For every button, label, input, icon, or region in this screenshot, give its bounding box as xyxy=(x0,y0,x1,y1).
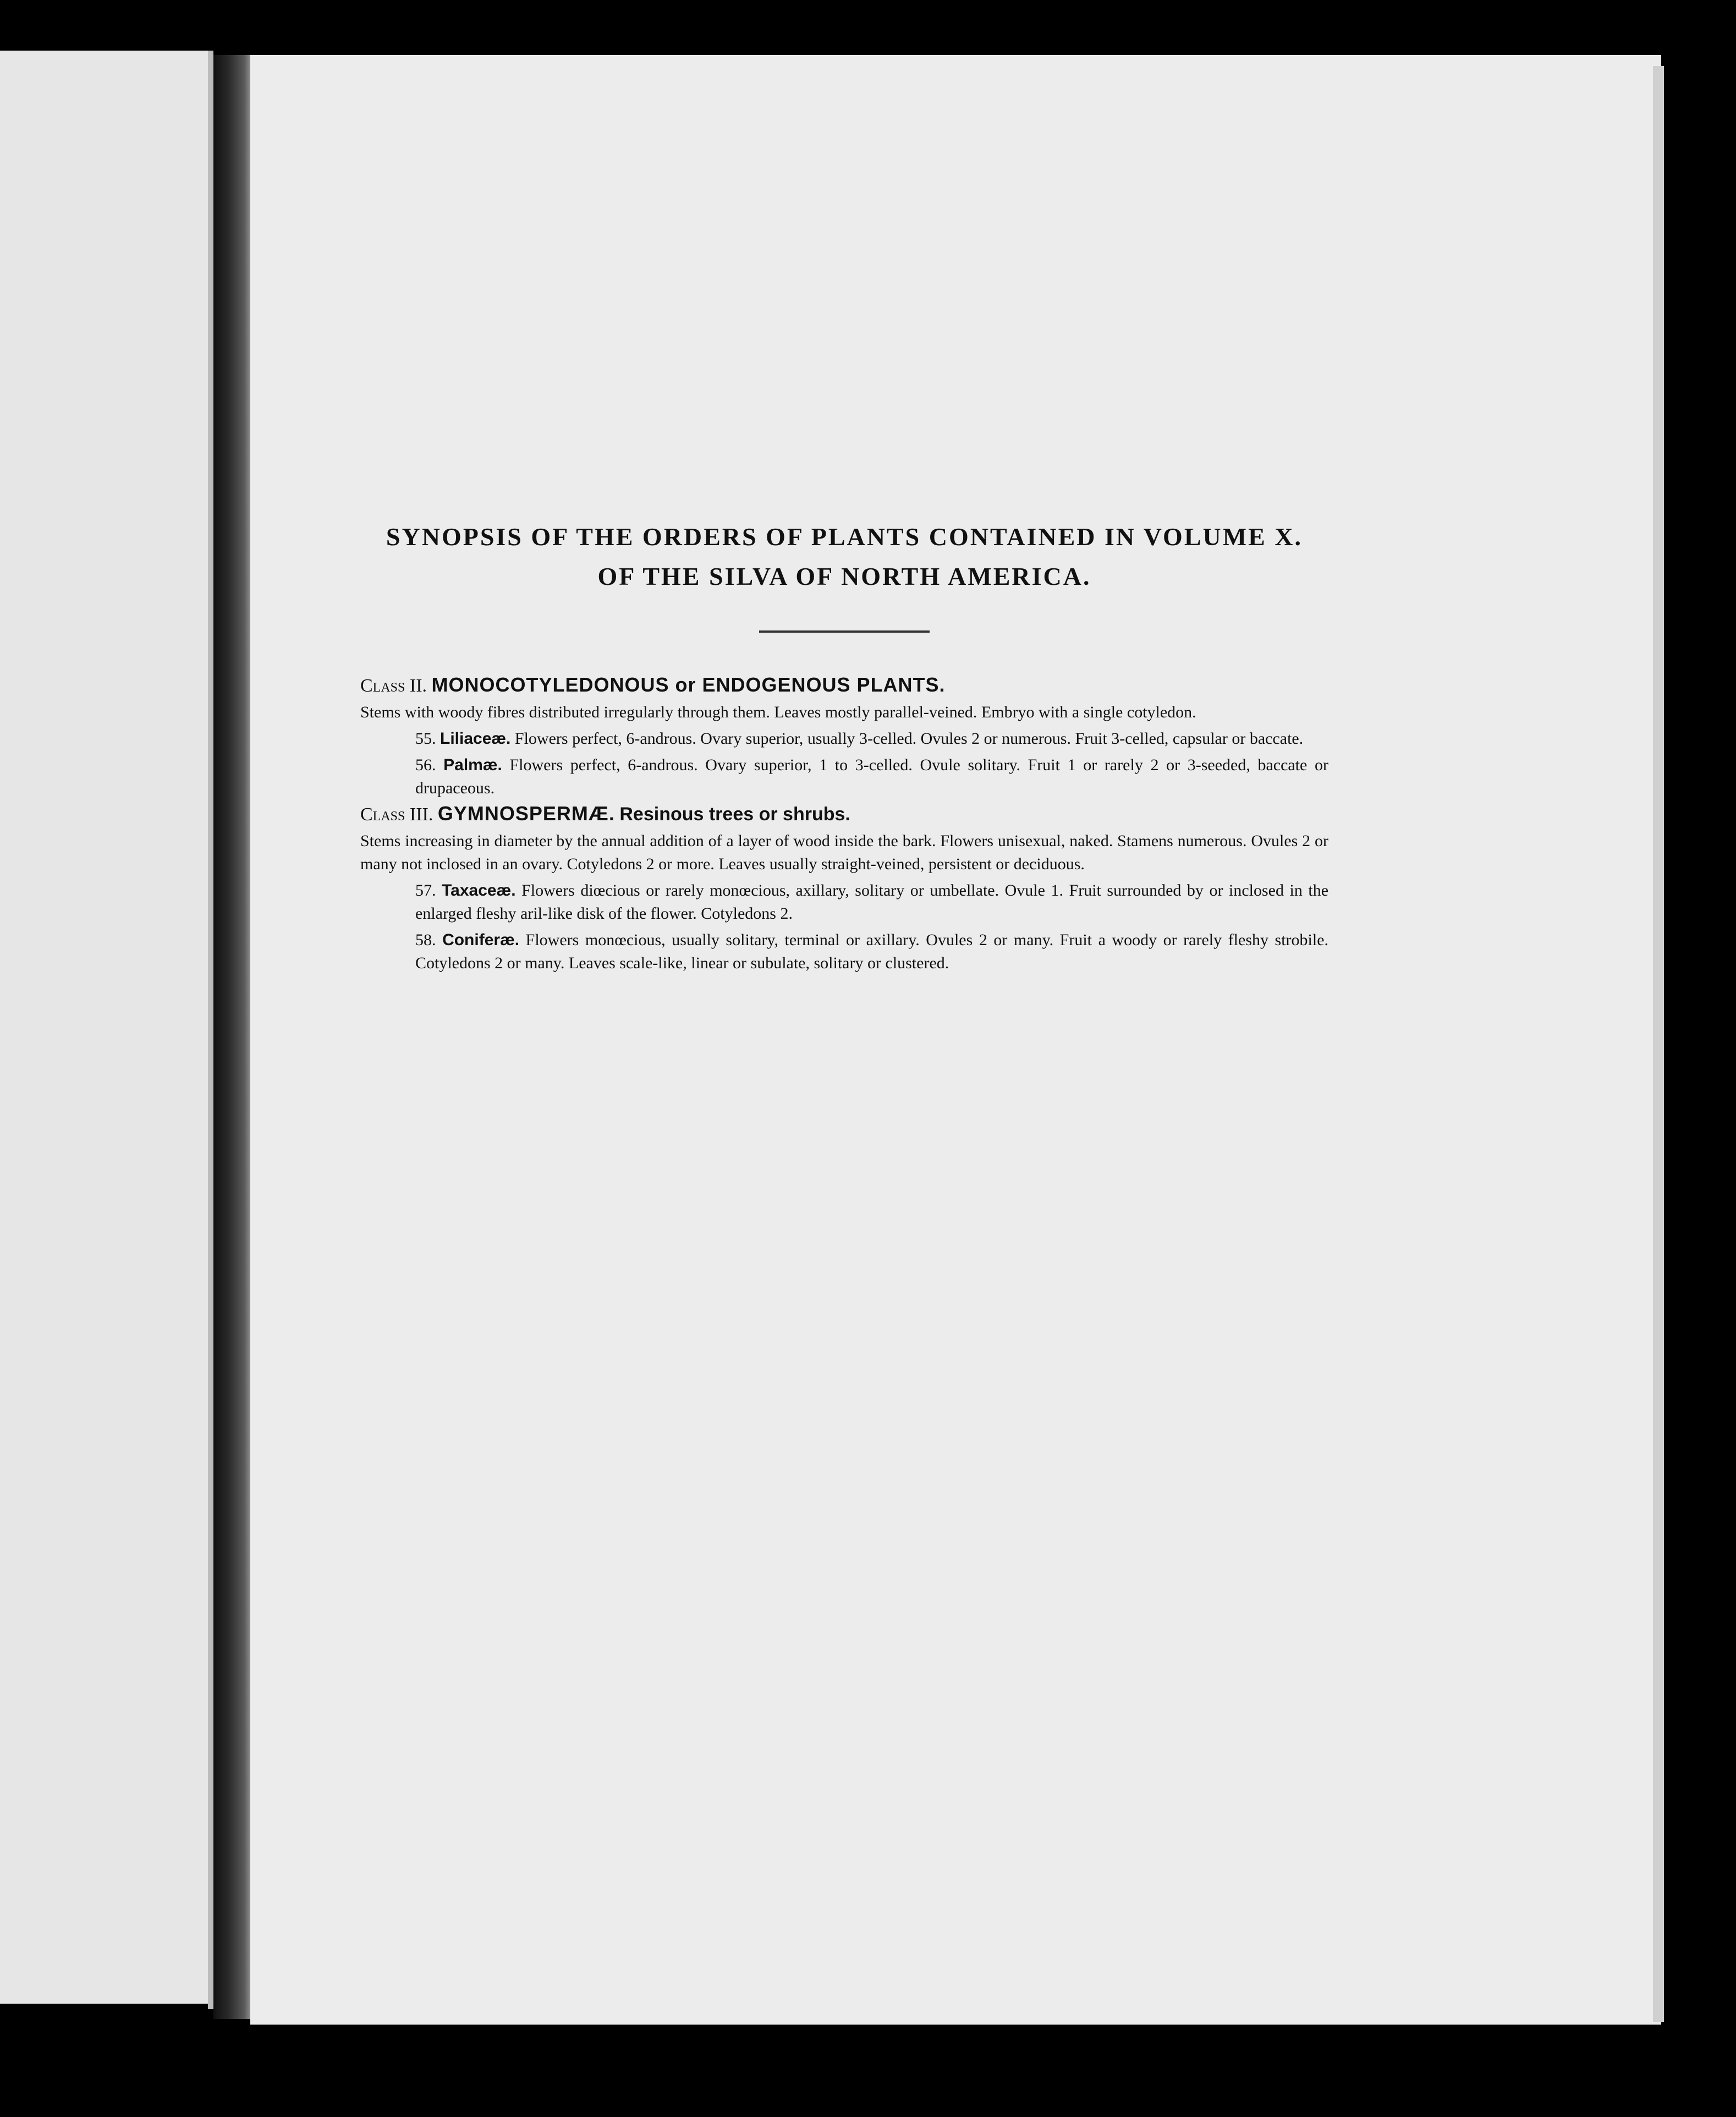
order-number: 58. xyxy=(415,931,436,949)
right-page xyxy=(250,55,1661,2025)
class-characters: Stems with woody fibres distributed irregularly through them. Leaves mostly parallel-veined. Embryo with a single cotyledon. xyxy=(360,703,1196,721)
order-text: Flowers perfect, 6-androus. Ovary superior, 1 to 3-celled. Ovule solitary. Fruit 1 or rarely 2 or 3-seeded, baccate or drupaceous. xyxy=(415,756,1328,797)
order-entry xyxy=(415,929,1328,975)
book-gutter xyxy=(213,55,252,2019)
order-name: Taxaceæ. xyxy=(442,881,516,900)
class-name: MONOCOTYLEDONOUS or ENDOGENOUS PLANTS. xyxy=(431,673,946,696)
order-text: Flowers monœcious, usually solitary, terminal or axillary. Ovules 2 or many. Fruit a woody or rarely fleshy strobile. Cotyledons 2 or many. Leaves scale-like, linear or subulate, solitary or clustered. xyxy=(415,931,1329,972)
title-line-1: SYNOPSIS OF THE ORDERS OF PLANTS CONTAINED IN VOLUME X. xyxy=(386,523,1303,551)
class-section-2 xyxy=(360,671,1328,800)
title-rule xyxy=(759,630,930,633)
left-page-edge xyxy=(208,51,213,2009)
order-number: 57. xyxy=(415,881,436,900)
right-page-edge xyxy=(1653,66,1664,2022)
class-label: Class II. xyxy=(360,676,427,696)
order-name: Palmæ. xyxy=(443,756,502,774)
left-page xyxy=(0,51,212,2004)
page-title xyxy=(360,517,1328,596)
synopsis-content xyxy=(360,517,1328,975)
order-entry xyxy=(415,727,1328,750)
class-label: Class III. xyxy=(360,804,433,825)
class-name: GYMNOSPERMÆ. xyxy=(437,802,615,825)
title-line-2: OF THE SILVA OF NORTH AMERICA. xyxy=(597,562,1091,590)
class-heading xyxy=(360,800,1328,829)
order-text: Flowers diœcious or rarely monœcious, axillary, solitary or umbellate. Ovule 1. Fruit surrounded by or inclosed in the enlarged fleshy aril-like disk of the flower. Cotyledons 2. xyxy=(415,881,1329,923)
order-entry xyxy=(415,754,1328,800)
order-name: Liliaceæ. xyxy=(440,730,511,748)
class-heading xyxy=(360,671,1328,700)
order-number: 55. xyxy=(415,730,436,748)
class-description: Resinous trees or shrubs. xyxy=(619,804,850,825)
class-section-3 xyxy=(360,800,1328,975)
order-entry xyxy=(415,879,1328,925)
order-name: Coniferæ. xyxy=(442,931,520,949)
class-characters: Stems increasing in diameter by the annual addition of a layer of wood inside the bark. Flowers unisexual, naked. Stamens numerous. Ovules 2 or many not inclosed in an ovary. Cotyledons 2 or more. Leaves usually straight-veined, persistent or deciduous. xyxy=(360,832,1328,873)
order-number: 56. xyxy=(415,756,436,774)
order-text: Flowers perfect, 6-androus. Ovary superior, usually 3-celled. Ovules 2 or numerous. Fruit 3-celled, capsular or baccate. xyxy=(514,730,1304,748)
